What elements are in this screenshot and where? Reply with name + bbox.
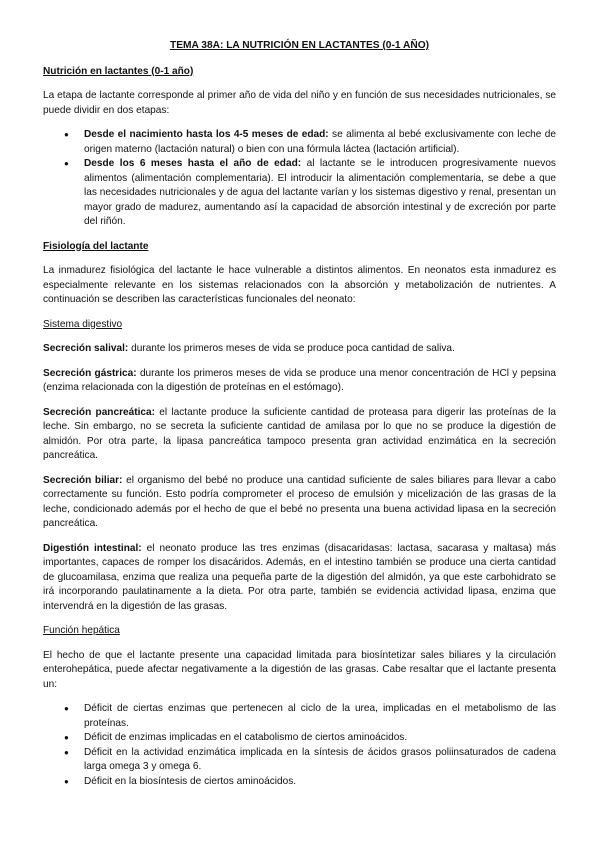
document-title: TEMA 38A: LA NUTRICIÓN EN LACTANTES (0-1 AÑO) — [169, 40, 430, 51]
section-heading-fisiologia: Fisiología del lactante — [43, 240, 149, 252]
salival-lead: Secreción salival: — [43, 343, 129, 354]
subheading-sistema-digestivo: Sistema digestivo — [43, 318, 123, 330]
section-heading-nutricion: Nutrición en lactantes (0-1 año) — [43, 65, 194, 77]
etapa-item-2 — [84, 157, 556, 230]
salival-text: durante los primeros meses de vida se produce poca cantidad de saliva. — [128, 343, 455, 354]
subheading-funcion-hepatica: Función hepática — [43, 625, 120, 636]
intestinal-text: el neonato produce las tres enzimas (disacaridasas: lactasa, sacarasa y maltasa) más importantes, capaces de romper los disacáridos. Además, en el intestino también se produce una cierta cantidad de glucoamilasa, enzima que realiza una pequeña parte de la digestión del almidón, ya que este carbohidrato se irá incorporando paulatinamente a la dieta. Por otra parte, también se evidencia actividad lipasa, enzima que intervendrá en la digestión de las grasas. — [43, 542, 556, 612]
deficit-item-3: ● Déficit en la actividad enzimática implicada en la síntesis de ácidos grasos poliinsaturados de cadena larga omega 3 y omega 6. — [84, 746, 556, 775]
deficit-list — [43, 702, 556, 789]
hepatica-intro: El hecho de que el lactante presente una capacidad limitada para biosíntetizar sales biliares y la circulación enterohepática, puede afectar negativamente a la digestión de las grasas. Cabe resaltar que el lactante presenta un: — [43, 649, 556, 690]
item-secrecion-gastrica — [43, 367, 556, 396]
gastrica-lead: Secreción gástrica: — [43, 367, 137, 379]
pancreatica-text: el lactante produce la suficiente cantidad de proteasa para digerir las proteínas de la leche. Sin embargo, no se secreta la suficiente cantidad de amilasa por lo que no se produce la digestión de almidón. Por otra parte, la lipasa pancreática tampoco presenta gran actividad enzimática en la secreción pancreática. — [43, 406, 556, 461]
biliar-text: el organismo del bebé no produce una cantidad suficiente de sales biliares para llevar a cabo correctamente su función. Esto podría comprometer el proceso de emulsión y micelización de las grasas de la leche, condicionado además por el hecho de que el bebé no presenta una buena actividad lipasa en la secreción pancreática. — [43, 474, 556, 529]
intestinal-lead: Digestión intestinal: — [43, 542, 142, 554]
etapa-1-lead: Desde el nacimiento hasta los 4-5 meses de edad: — [84, 129, 329, 140]
fisiologia-intro: La inmadurez fisiológica del lactante le hace vulnerable a distintos alimentos. En neonatos esta inmadurez es especialmente relevante en los sistemas relacionados con la absorción y metabolización de nutrientes. A continuación se describen las características funcionales del neonato: — [43, 265, 556, 305]
pancreatica-lead: Secreción pancreática: — [43, 406, 155, 418]
etapa-item-1 — [84, 128, 556, 157]
item-digestion-intestinal — [43, 542, 556, 615]
item-secrecion-biliar — [43, 474, 556, 532]
deficit-item-2: ● Déficit de enzimas implicadas en el catabolismo de ciertos aminoácidos. — [84, 731, 556, 746]
deficit-item-4: ● Déficit en la biosíntesis de ciertos aminoácidos. — [84, 775, 556, 790]
deficit-item-1: ● Déficit de ciertas enzimas que pertenecen al ciclo de la urea, implicadas en el metabolismo de las proteínas. — [84, 702, 556, 731]
etapa-2-lead: Desde los 6 meses hasta el año de edad: — [84, 158, 302, 169]
biliar-lead: Secreción biliar: — [43, 474, 123, 486]
gastrica-text: durante los primeros meses de vida se produce una menor concentración de HCl y pepsina (enzima relacionada con la digestión de proteínas en el estómago). — [43, 367, 556, 393]
nutricion-intro: La etapa de lactante corresponde al primer año de vida del niño y en función de sus necesidades nutricionales, se puede dividir en dos etapas: — [43, 90, 556, 116]
etapa-1-text: se alimenta al bebé exclusivamente con leche de origen materno (lactación natural) o bien con una fórmula láctea (lactación artificial). — [84, 129, 556, 155]
item-secrecion-pancreatica — [43, 406, 556, 464]
item-secrecion-salival — [43, 342, 556, 357]
etapa-2-text: al lactante se le introducen progresivamente nuevos alimentos (alimentación complementaria). El introducir la alimentación complementaria, se debe a que las necesidades nutricionales y de agua del lactante varían y los sistemas digestivo y renal, presentan un mayor grado de madurez, aumentando así la capacidad de absorción intestinal y de excreción por parte del riñón. — [84, 158, 556, 227]
etapas-list — [43, 128, 556, 230]
